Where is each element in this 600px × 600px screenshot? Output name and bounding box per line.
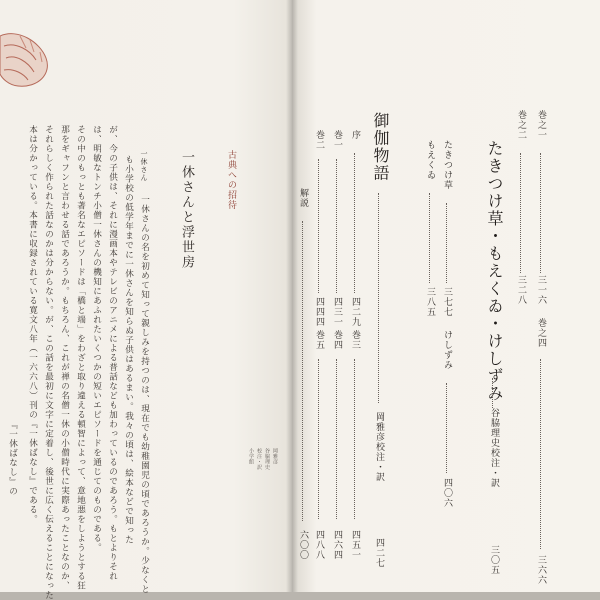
book-gutter xyxy=(286,0,298,592)
toc-work2-page: 四二七 xyxy=(374,538,384,568)
toc-work1-editor: 谷脇理史校注・訳 xyxy=(489,408,499,488)
imprint-3: 校注・訳 xyxy=(256,448,262,470)
toc-work1-sub-1-page: 三七七 xyxy=(442,287,452,317)
toc-work2-item-5-label: 巻二 xyxy=(314,130,324,150)
toc-work1-sub-2-page: 三八五 xyxy=(425,287,435,317)
toc-leader xyxy=(492,378,493,408)
toc-work2-title: 御伽物語 xyxy=(371,112,390,182)
toc-work1-sub-3-page: 四〇六 xyxy=(442,478,452,508)
toc-work1-sub-3-label: けしずみ xyxy=(442,330,452,370)
right-page xyxy=(292,0,600,592)
toc-work1-item-3-label: 巻之四 xyxy=(536,318,546,348)
toc-work2-editor: 岡雅彦校注・訳 xyxy=(374,412,384,482)
toc-work1-item-1-label: 巻之一 xyxy=(536,110,546,140)
body-line-1: 一休さんの名を初めて知って親しみを持つのは、現在でも幼稚園児の頃であろうか。少なくと xyxy=(139,195,150,594)
chapter-title: 一休さんと浮世房 xyxy=(179,150,194,270)
toc-work2-item-2-label: 巻三 xyxy=(350,330,360,350)
toc-work1-item-3-page: 三六六 xyxy=(536,555,546,585)
toc-work1-item-2-label: 巻之二 xyxy=(516,110,526,140)
toc-leader xyxy=(446,383,447,473)
toc-work1-item-1-page: 三一六 xyxy=(536,275,546,305)
body-line-5: その中のもっとも著名なエピソードは「橋と端」をわざと取り違える頓智によって、意地悪をしようとする狂 xyxy=(75,125,86,591)
toc-leader xyxy=(302,221,303,521)
toc-leader xyxy=(336,159,337,293)
toc-leader xyxy=(318,159,319,293)
toc-work1-sub-1-label: たきつけ草 xyxy=(442,140,452,190)
illustration-ornament xyxy=(0,28,56,98)
section-label: 古典への招待 xyxy=(226,150,236,210)
body-line-8: 本は分かっている。本書に収録されている寛文八年（一六六八）刊の『一休ばなし』である。 xyxy=(27,125,38,524)
toc-commentary-label: 解説 xyxy=(298,188,308,208)
toc-leader xyxy=(336,359,337,519)
imprint-4: 小学館 xyxy=(248,448,254,465)
body-line-9: 『一休ばなし』の xyxy=(7,420,18,496)
toc-work2-item-6-label: 巻五 xyxy=(314,330,324,350)
toc-leader xyxy=(354,153,355,293)
toc-leader xyxy=(318,359,319,519)
body-line-4: は、明敏なトンチ小僧一休さんの機知にあふれたいくつかの短いエピソードを通じてのものである。 xyxy=(91,125,102,553)
body-line-6: 那をギャフンと言わせる話であろうか。もちろん、これが禅の名僧一休の小僧時代に実際あったことなのか、 xyxy=(59,125,70,591)
toc-work2-item-4-page: 四六四 xyxy=(332,530,342,560)
toc-work2-item-3-page: 四三一 xyxy=(332,297,342,327)
toc-commentary-page: 六〇〇 xyxy=(298,530,308,560)
imprint-2: 谷脇理史 xyxy=(264,448,270,470)
toc-leader xyxy=(354,359,355,519)
body-line-3: が、今の子供は、それに漫画本やテレビのアニメによる普話なども加わっているのであろう。もとよりそれ xyxy=(107,125,118,581)
body-line-2: も小学校の低学年までに一休さんを知らぬ子供はあるまい。我々の頃は、絵本などで知った xyxy=(123,155,134,545)
toc-leader xyxy=(446,203,447,283)
toc-work1-item-2-page: 三二八 xyxy=(516,275,526,305)
left-page xyxy=(0,0,292,600)
toc-work2-item-2-page: 四五一 xyxy=(350,530,360,560)
toc-leader xyxy=(520,153,521,273)
toc-work1-page: 三〇五 xyxy=(489,545,499,575)
body-line-7: それらしく作られた話なのかは分からない。が、この話を最初に文字に定着し、後世に広く伝えることになった xyxy=(43,125,54,600)
toc-work2-item-1-label: 序 xyxy=(350,130,360,140)
toc-leader xyxy=(429,193,430,283)
toc-work1-title: たきつけ草・もえくゐ・けしずみ xyxy=(485,140,504,403)
toc-work2-item-3-label: 巻一 xyxy=(332,130,342,150)
toc-work2-item-1-page: 四二九 xyxy=(350,297,360,327)
toc-work1-sub-2-label: もえくゐ xyxy=(425,140,435,180)
subheading: 一休さん xyxy=(140,150,148,182)
toc-leader xyxy=(378,193,379,403)
toc-work2-item-6-page: 四八八 xyxy=(314,530,324,560)
toc-work2-item-4-label: 巻四 xyxy=(332,330,342,350)
toc-work2-item-5-page: 四四四 xyxy=(314,297,324,327)
toc-leader xyxy=(540,359,541,549)
toc-leader xyxy=(540,153,541,273)
imprint-1: 岡雅彦 xyxy=(272,448,278,465)
